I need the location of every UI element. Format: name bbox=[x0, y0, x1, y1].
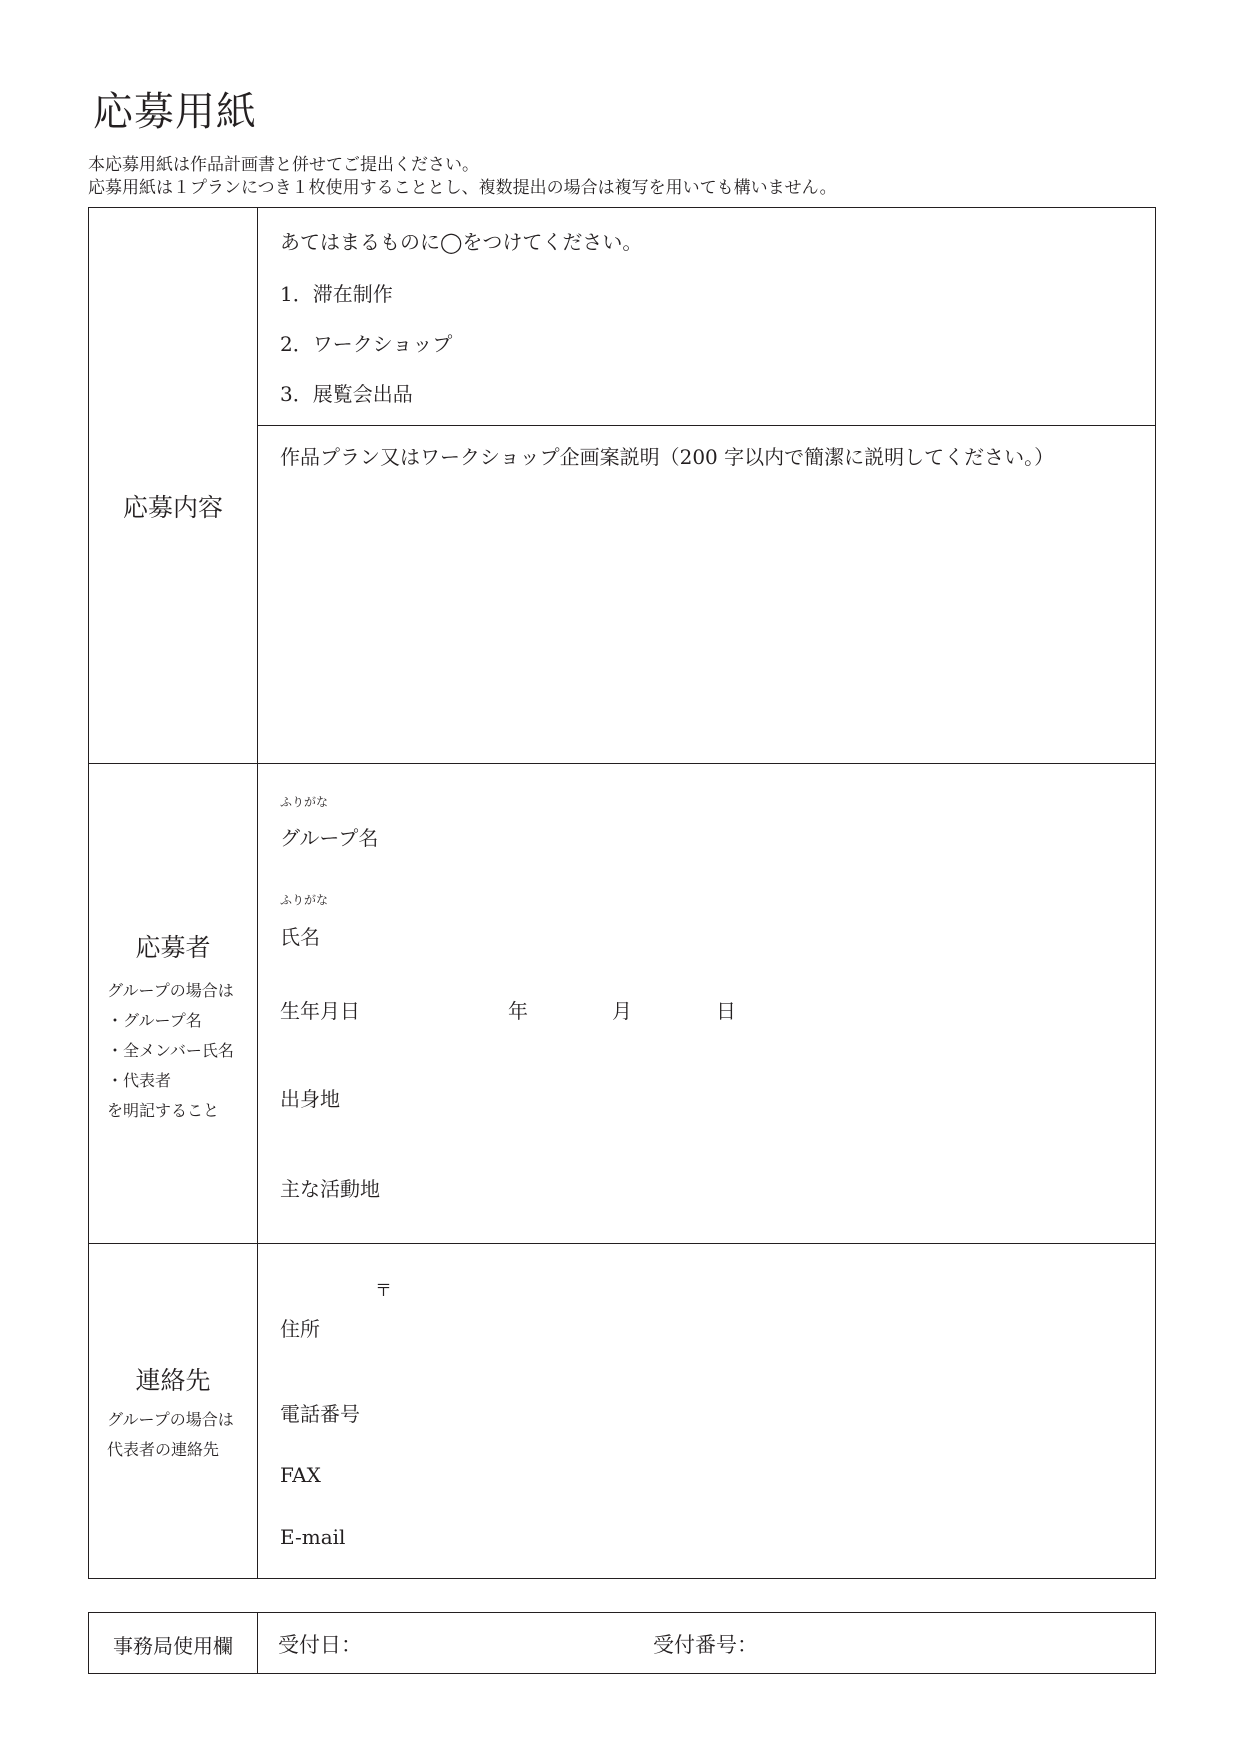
divider-application-applicant bbox=[89, 763, 1155, 764]
instruction-note-1: 本応募用紙は作品計画書と併せてご提出ください。 bbox=[88, 155, 479, 175]
option-residency[interactable]: 1．滞在制作 bbox=[280, 282, 393, 306]
office-use-table bbox=[88, 1612, 1156, 1674]
label-column-divider bbox=[257, 208, 258, 1578]
application-form-table bbox=[88, 207, 1156, 1579]
instruction-note-2: 応募用紙は１プランにつき１枚使用することとし、複数提出の場合は複写を用いても構いません。 bbox=[88, 178, 837, 198]
received-number-field[interactable]: 受付番号： bbox=[653, 1633, 758, 1657]
page-title: 応募用紙 bbox=[93, 89, 257, 135]
birth-month-label: 月 bbox=[612, 999, 632, 1023]
group-name-field[interactable]: グループ名 bbox=[280, 826, 379, 850]
application-content-label: 応募内容 bbox=[122, 493, 223, 522]
birth-year-label: 年 bbox=[508, 999, 528, 1023]
option-exhibition[interactable]: 3．展覧会出品 bbox=[280, 382, 413, 406]
email-field[interactable]: E-mail bbox=[280, 1525, 346, 1549]
divider-applicant-contact bbox=[89, 1243, 1155, 1244]
divider-options-plan bbox=[257, 425, 1155, 426]
fax-field[interactable]: FAX bbox=[280, 1463, 321, 1487]
group-name-furigana: ふりがな bbox=[280, 795, 329, 809]
contact-label: 連絡先 bbox=[135, 1366, 211, 1395]
birth-day-label: 日 bbox=[716, 999, 736, 1023]
birthplace-field[interactable]: 出身地 bbox=[280, 1087, 340, 1111]
name-furigana: ふりがな bbox=[280, 893, 329, 907]
phone-field[interactable]: 電話番号 bbox=[280, 1402, 360, 1426]
plan-description-label: 作品プラン又はワークショップ企画案説明（200 字以内で簡潔に説明してください。） bbox=[280, 445, 1055, 469]
name-field[interactable]: 氏名 bbox=[280, 925, 320, 949]
address-field[interactable]: 住所 bbox=[280, 1317, 320, 1341]
birthdate-field[interactable]: 生年月日 bbox=[280, 999, 360, 1023]
activity-area-field[interactable]: 主な活動地 bbox=[280, 1177, 380, 1201]
received-date-field[interactable]: 受付日： bbox=[278, 1633, 362, 1657]
applicant-label: 応募者 bbox=[135, 933, 211, 962]
option-workshop[interactable]: 2．ワークショップ bbox=[280, 332, 453, 356]
applicant-note: グループの場合は ・グループ名 ・全メンバー氏名 ・代表者 を明記すること bbox=[107, 981, 234, 1120]
contact-note: グループの場合は 代表者の連絡先 bbox=[107, 1410, 234, 1459]
office-use-label: 事務局使用欄 bbox=[113, 1634, 233, 1658]
postal-mark: 〒 bbox=[375, 1281, 392, 1301]
selection-instruction: あてはまるものに◯をつけてください。 bbox=[280, 230, 643, 254]
office-column-divider bbox=[257, 1613, 258, 1673]
